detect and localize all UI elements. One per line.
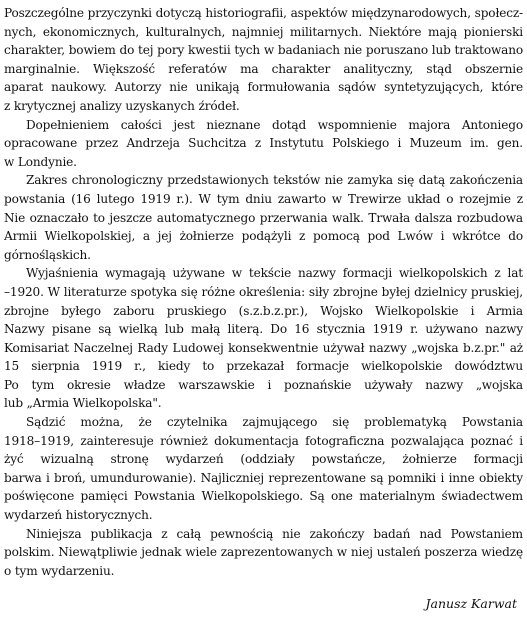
text-line: charakter, bowiem do tej pory kwestii tych w badaniach nie poruszano lub traktowano <box>4 43 523 58</box>
text-line: z krytycznej analizy uzyskanych źródeł. <box>4 98 240 113</box>
body-text <box>4 4 523 580</box>
text-line: Sądzić można, że czytelnika zajmującego się problematyką Powstania <box>26 415 523 430</box>
author-signature: Janusz Karwat <box>425 596 517 611</box>
text-line: marginalnie. Większość referatów ma charakter analityczny, stąd obszernie <box>4 61 523 76</box>
text-line: powstania (16 lutego 1919 r.). W tym dniu zawarto w Trewirze układ o rozejmie z <box>4 191 523 206</box>
text-line: żyć wizualną stronę wydarzeń (oddziały powstańcze, żołnierze formacji <box>4 452 523 467</box>
text-line: 15 sierpnia 1919 r., kiedy to przekazał formacje wielkopolskie dowództwu <box>4 359 523 374</box>
text-line: lub „Armia Wielkopolska". <box>4 396 162 411</box>
text-line: poświęcone pamięci Powstania Wielkopolskiego. Są one materialnym świadectwem <box>4 489 523 504</box>
text-line: Komisariat Naczelnej Rady Ludowej konsekwentnie używał nazwy „wojska b.z.pr." aż <box>4 340 523 355</box>
text-line: Po tym okresie władze warszawskie i poznańskie używały nazwy „wojska <box>4 377 523 392</box>
text-line: aparat naukowy. Autorzy nie unikają formułowania sądów syntetyzujących, które <box>4 80 523 95</box>
text-line: górnośląskich. <box>4 247 91 262</box>
text-line: Wyjaśnienia wymagają używane w tekście nazwy formacji wielkopolskich z lat <box>26 266 523 281</box>
text-line: Armii Wielkopolskiej, a jej żołnierze podążyli z pomocą pod Lwów i wkrótce do <box>4 229 523 244</box>
text-line: polskim. Niewątpliwie jednak wiele zaprezentowanych w niej ustaleń poszerza wiedzę <box>4 545 523 560</box>
text-line: Nie oznaczało to jeszcze automatycznego przerwania walk. Trwała dalsza rozbudowa <box>4 210 523 225</box>
text-line: wydarzeń historycznych. <box>4 508 153 523</box>
text-line: opracowane przez Andrzeja Suchcitza z Instytutu Polskiego i Muzeum im. gen. <box>4 136 523 151</box>
text-line: zbrojne byłego zaboru pruskiego (s.z.b.z.pr.), Wojsko Wielkopolskie i Armia <box>4 303 523 318</box>
text-line: barwa i broń, umundurowanie). Najliczniej reprezentowane są pomniki i inne obiekty <box>4 470 523 485</box>
text-line: w Londynie. <box>4 154 77 169</box>
text-line: Zakres chronologiczny przedstawionych tekstów nie zamyka się datą zakończenia <box>26 173 523 188</box>
text-line: –1920. W literaturze spotyka się różne określenia: siły zbrojne byłej dzielnicy pruskiej, <box>4 284 523 299</box>
text-line: nych, ekonomicznych, kulturalnych, najmniej militarnych. Niektóre mają pionierski <box>4 24 523 39</box>
text-line: Niniejsza publikacja z całą pewnością nie zakończy badań nad Powstaniem <box>26 526 523 541</box>
text-line: Nazwy pisane są wielką lub małą literą. Do 16 stycznia 1919 r. używano nazwy <box>4 322 523 337</box>
text-line: o tym wydarzeniu. <box>4 563 115 578</box>
text-line: Poszczególne przyczynki dotyczą historiografii, aspektów międzynarodowych, społecz- <box>4 6 523 20</box>
text-line: 1918–1919, zainteresuje również dokumentacja fotograficzna pozwalająca poznać i <box>4 433 523 448</box>
text-line: Dopełnieniem całości jest nieznane dotąd wspomnienie majora Antoniego <box>26 117 523 132</box>
